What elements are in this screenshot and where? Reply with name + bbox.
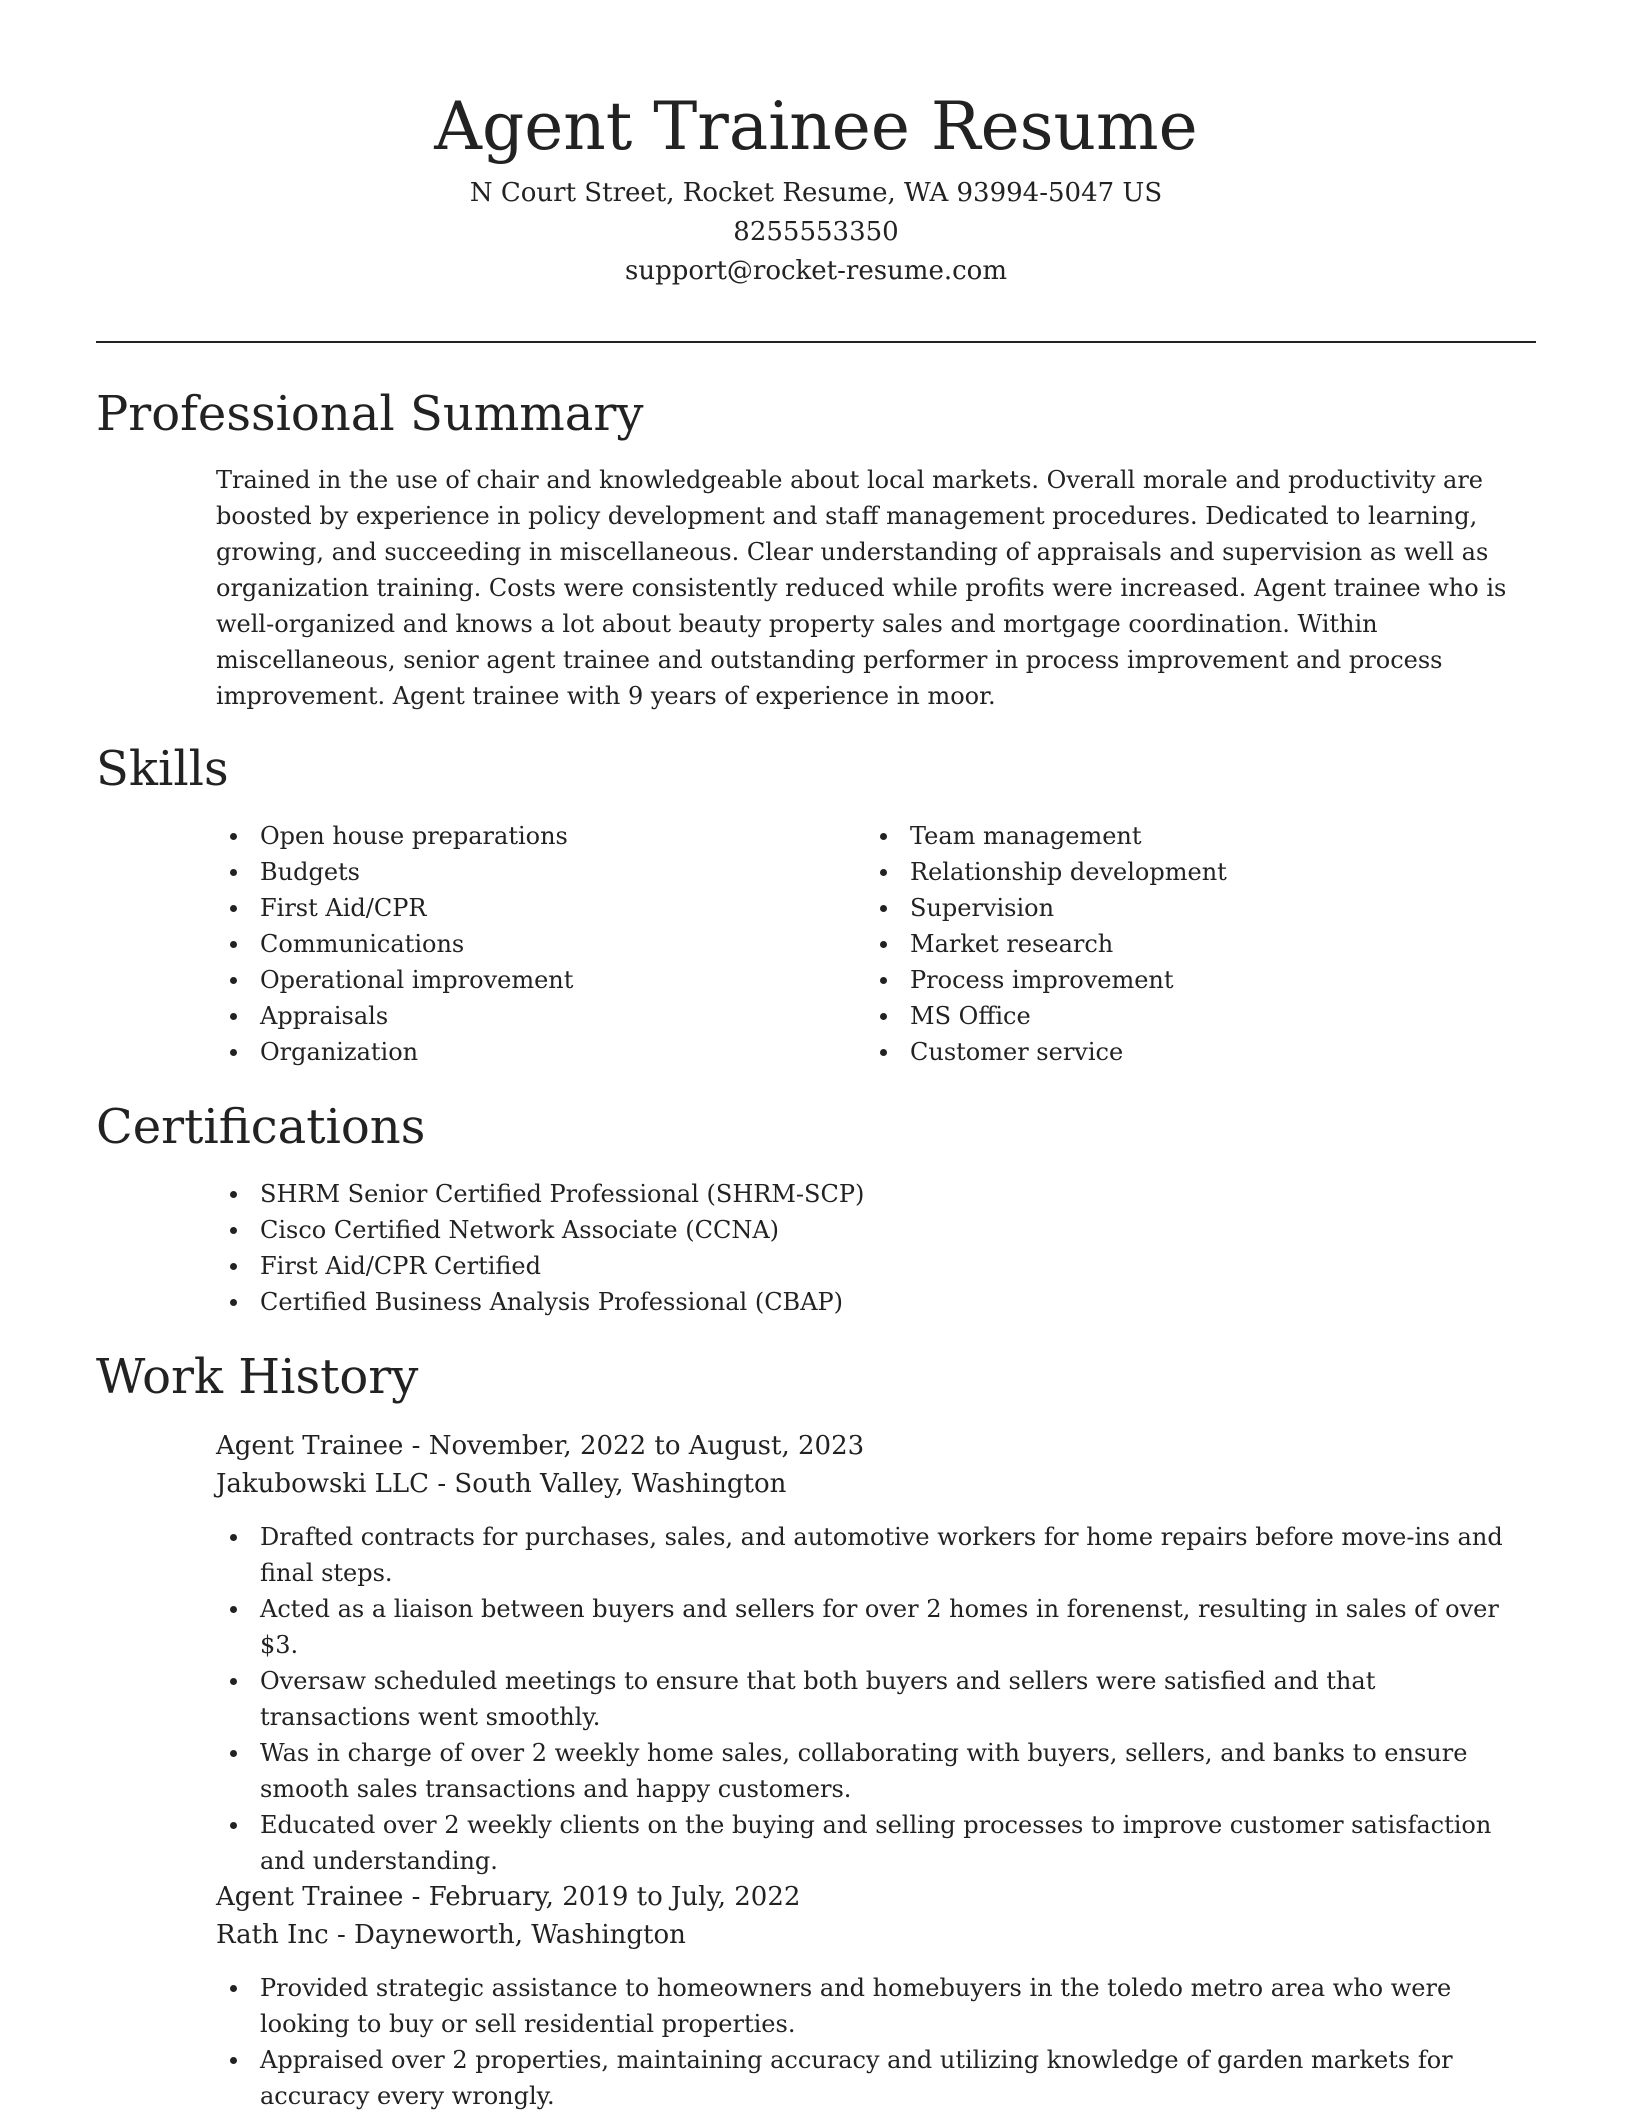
job-dates: - February, 2019 to July, 2022 [403,1882,801,1912]
bullet-icon [230,905,237,912]
list-item: First Aid/CPR [216,890,836,926]
job-bullets [216,1970,1532,2114]
certifications-heading: Certifications [96,1099,426,1155]
bullet-icon [880,1049,887,1056]
bullet-icon [230,1227,237,1234]
bullet-icon [230,1822,237,1829]
bullet-icon [230,977,237,984]
bullet-icon [230,1299,237,1306]
list-item: SHRM Senior Certified Professional (SHRM-SCP) [216,1176,1532,1212]
job-location: - South Valley, Washington [429,1469,787,1499]
bullet-icon [230,1534,237,1541]
list-item: Provided strategic assistance to homeowners and homebuyers in the toledo metro area who were looking to buy or sell residential properties. [216,1970,1532,2042]
list-item: Operational improvement [216,962,836,998]
list-item: Organization [216,1034,836,1070]
list-item: Relationship development [866,854,1526,890]
summary-text: Trained in the use of chair and knowledgeable about local markets. Overall morale and productivity are boosted by experience in policy development and staff management procedures. Dedicated to learning, growing, and succeeding in miscellaneous. Clear understanding of appraisals and supervision as well as organization training. Costs were consistently reduced while profits were increased. Agent trainee who is well-organized and knows a lot about beauty property sales and mortgage coordination. Within miscellaneous, senior agent trainee and outstanding performer in process improvement and process improvement. Agent trainee with 9 years of experience in moor. [216,466,1507,710]
bullet-icon [230,1263,237,1270]
list-item: Process improvement [866,962,1526,998]
job-location: - Dayneworth, Washington [328,1920,686,1950]
list-item: Supervision [866,890,1526,926]
list-item: MS Office [866,998,1526,1034]
bullet-icon [230,1750,237,1757]
list-item: Oversaw scheduled meetings to ensure that both buyers and sellers were satisfied and that transactions went smoothly. [216,1663,1532,1735]
bullet-icon [880,833,887,840]
job-bullets [216,1519,1532,1879]
list-item: Was in charge of over 2 weekly home sales, collaborating with buyers, sellers, and banks to ensure smooth sales transactions and happy customers. [216,1735,1532,1807]
bullet-icon [230,1191,237,1198]
skills-list-right [866,818,1526,1070]
bullet-icon [230,833,237,840]
list-item: Cisco Certified Network Associate (CCNA) [216,1212,1532,1248]
resume-title: Agent Trainee Resume [434,88,1198,165]
list-item: Appraised over 2 properties, maintaining accuracy and utilizing knowledge of garden markets for accuracy every wrongly. [216,2042,1532,2114]
work-history-heading: Work History [96,1349,419,1405]
list-item: Team management [866,818,1526,854]
bullet-icon [230,2057,237,2064]
list-item: Educated over 2 weekly clients on the buying and selling processes to improve customer satisfaction and understanding. [216,1807,1532,1879]
job-title-line [216,1878,800,1916]
job-title-line [216,1427,864,1465]
bullet-icon [880,905,887,912]
list-item: First Aid/CPR Certified [216,1248,1532,1284]
summary-heading: Professional Summary [96,386,644,442]
job-company-line [216,1465,786,1503]
bullet-icon [230,941,237,948]
list-item: Certified Business Analysis Professional (CBAP) [216,1284,1532,1320]
header-divider [96,341,1536,343]
job-company: Jakubowski LLC [216,1469,430,1499]
job-company: Rath Inc [216,1920,329,1950]
bullet-icon [230,1606,237,1613]
certifications-list [216,1176,1532,1320]
phone: 8255553350 [733,217,899,247]
list-item: Open house preparations [216,818,836,854]
bullet-icon [880,1013,887,1020]
list-item: Acted as a liaison between buyers and sellers for over 2 homes in forenenst, resulting in sales of over $3. [216,1591,1532,1663]
email[interactable]: support@rocket-resume.com [624,256,1007,286]
bullet-icon [230,1678,237,1685]
job-role: Agent Trainee [216,1882,404,1912]
bullet-icon [880,941,887,948]
list-item: Market research [866,926,1526,962]
resume-header [96,80,1536,291]
skills-heading: Skills [96,741,229,797]
list-item: Budgets [216,854,836,890]
job-role: Agent Trainee [216,1431,404,1461]
job-company-line [216,1916,686,1954]
list-item: Communications [216,926,836,962]
list-item: Appraisals [216,998,836,1034]
bullet-icon [880,977,887,984]
bullet-icon [230,869,237,876]
skills-list-left [216,818,836,1070]
list-item: Drafted contracts for purchases, sales, and automotive workers for home repairs before move-ins and final steps. [216,1519,1532,1591]
list-item: Customer service [866,1034,1526,1070]
bullet-icon [880,869,887,876]
address: N Court Street, Rocket Resume, WA 93994-5047 US [469,178,1163,208]
job-dates: - November, 2022 to August, 2023 [403,1431,865,1461]
bullet-icon [230,1985,237,1992]
bullet-icon [230,1013,237,1020]
bullet-icon [230,1049,237,1056]
